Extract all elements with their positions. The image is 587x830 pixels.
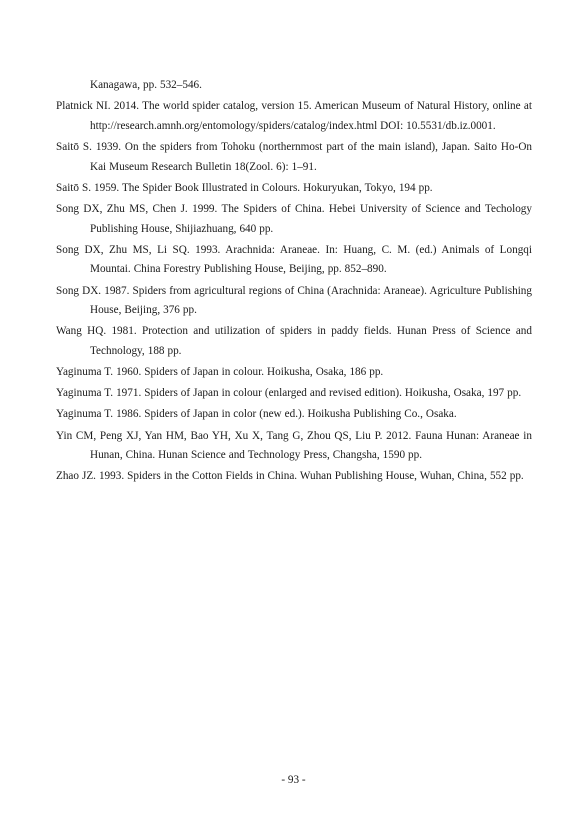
reference-item: Yaginuma T. 1960. Spiders of Japan in colour. Hoikusha, Osaka, 186 pp. bbox=[56, 366, 384, 379]
reference-item: Saitō S. 1939. On the spiders from Tohoku (northernmost part of the main island), Japan. Saito Ho-On Kai Museum Research Bulletin 18(Zool. 6): 1–91. bbox=[56, 140, 532, 173]
reference-item: Zhao JZ. 1993. Spiders in the Cotton Fields in China. Wuhan Publishing House, Wuhan, China, 552 pp. bbox=[56, 470, 524, 483]
reference-item: Song DX. 1987. Spiders from agricultural regions of China (Arachnida: Araneae). Agriculture Publishing House, Beijing, 376 pp. bbox=[56, 284, 532, 317]
reference-item: Platnick NI. 2014. The world spider catalog, version 15. American Museum of Natural History, online at http://research.amnh.org/entomology/spiders/catalog/index.html DOI: 10.5531/db.iz.0001. bbox=[56, 100, 532, 132]
reference-item: Song DX, Zhu MS, Chen J. 1999. The Spiders of China. Hebei University of Science and Techology Publishing House, Shijiazhuang, 640 pp. bbox=[56, 202, 532, 235]
reference-item: Saitō S. 1959. The Spider Book Illustrated in Colours. Hokuryukan, Tokyo, 194 pp. bbox=[56, 181, 433, 194]
reference-item: Song DX, Zhu MS, Li SQ. 1993. Arachnida: Araneae. In: Huang, C. M. (ed.) Animals of Longqi Mountai. China Forestry Publishing House, Beijing, pp. 852–890. bbox=[56, 243, 532, 276]
reference-list bbox=[56, 76, 532, 489]
page-number: - 93 - bbox=[281, 774, 306, 786]
reference-item: Yin CM, Peng XJ, Yan HM, Bao YH, Xu X, Tang G, Zhou QS, Liu P. 2012. Fauna Hunan: Araneae in Hunan, China. Hunan Science and Technology Press, Changsha, 1590 pp. bbox=[56, 429, 532, 462]
reference-continuation: Kanagawa, pp. 532–546. bbox=[90, 79, 202, 91]
reference-item: Yaginuma T. 1971. Spiders of Japan in colour (enlarged and revised edition). Hoikusha, Osaka, 197 pp. bbox=[56, 387, 522, 400]
reference-item: Wang HQ. 1981. Protection and utilization of spiders in paddy fields. Hunan Press of Science and Technology, 188 pp. bbox=[56, 325, 532, 357]
reference-item: Yaginuma T. 1986. Spiders of Japan in color (new ed.). Hoikusha Publishing Co., Osaka. bbox=[56, 408, 457, 421]
